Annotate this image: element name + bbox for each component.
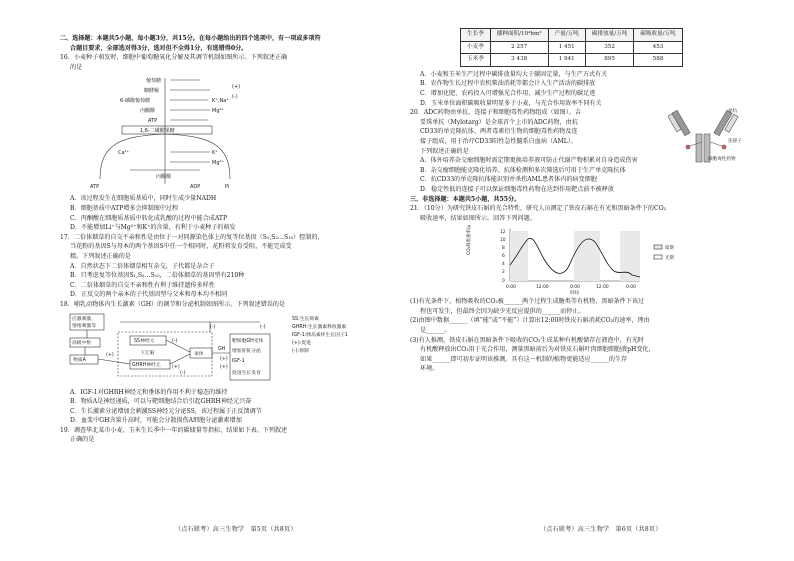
right-page <box>410 28 760 374</box>
q21-chart-svg <box>410 225 760 295</box>
q18-option-b: B．物质A是神经递质，可以与靶细胞结合后引起GHRH神经元兴奋 <box>70 398 252 406</box>
q17-stem-3: 精。下列叙述正确的是 <box>70 252 131 260</box>
q18-label-p3: (+) <box>220 356 228 362</box>
q20-stem-2: 妥珠单抗（Mylotarg）是全球首个上市的ADC药物，由抗 <box>420 118 578 126</box>
q18-legend-ss: SS:生长抑素 <box>292 316 319 322</box>
q21-xtick: 0:00 <box>626 285 636 291</box>
q20-label-drug: 细胞毒性药物 <box>708 157 736 163</box>
q18-label-substance-a: 物质A <box>73 357 86 363</box>
table-cell: 玉米季 <box>461 54 491 67</box>
q18-option-d: D．血浆中GH含量升高时，可能会分散损伤A细胞分泌激素增加 <box>70 417 242 425</box>
q16-label-pyruvate: 丙酮酸 <box>140 108 156 115</box>
q18-label-growth: 促进生长发育 <box>232 370 261 376</box>
q18-gh-regulation-diagram <box>60 312 410 386</box>
dark-period-band <box>574 231 600 281</box>
q18-label-ss-neuron: SS神经元 <box>134 338 155 344</box>
q20-option-a: A．体外培养杂交瘤细胞时需定期更换培养液可防止代谢产物积累对自身造成伤害 <box>420 157 638 165</box>
q18-label-ghrh-neuron: GHRH神经元 <box>132 362 161 368</box>
q20-label-antibody: 单抗 <box>728 109 738 115</box>
table-cell: 895 <box>585 54 633 67</box>
q16-option-b: B．细胞基质中ATP增多会抑制图中过程 <box>70 204 179 212</box>
legend-dark-swatch <box>654 245 662 249</box>
table-row <box>461 41 683 54</box>
q20-stem-5: 下列叙述正确的是 <box>420 147 469 155</box>
q16-label-atp1: ATP <box>148 118 158 125</box>
q21-ytick: 0 <box>502 279 505 285</box>
q16-diagram-svg <box>60 74 410 192</box>
section2-title-cont: 合题目要求，全部选对得3分，选对但不全得1分，有选错得0分。 <box>70 44 248 52</box>
q20-stem-1: 20．ADC药物由单抗、连接子和细胞毒性药物组成（如图）。吉 <box>410 109 581 117</box>
q18-label-pituitary: 垂体 <box>194 351 204 357</box>
table-cell: 1 941 <box>548 54 585 67</box>
q16-label-glucose: 葡萄糖 <box>146 78 162 85</box>
section3-title: 三、非选择题：本题共5小题，共55分。 <box>410 195 521 203</box>
left-page <box>60 34 410 445</box>
dark-period-band <box>510 231 528 281</box>
q17-stem-1: 17．二倍体烟草的自交不亲和性是由位于一对同源染色体上的复等位基因（S₁,S₂…S₁₅）控制的， <box>60 233 324 241</box>
q18-legend-inhibit: (-):抑制 <box>292 348 309 354</box>
q18-label-p4: (+) <box>220 364 228 370</box>
q16-legend-promote: (+) <box>232 84 241 91</box>
q19-stem: 19．调查华北某市小麦、玉米生长季中一年的碳储量等指标，结果如下表。下列叙述 <box>60 426 288 434</box>
q21-ytick: 10 <box>500 238 506 244</box>
left-page-footer: （点石联考）高三生物学 第5页（共8页） <box>175 526 297 533</box>
table-cell: 3 438 <box>490 54 548 67</box>
q18-label-target: 靶细胞GH受体 <box>232 338 264 344</box>
q21-co2-chart <box>410 225 760 295</box>
q21-ytick: 6 <box>502 254 505 260</box>
q16-option-a: A．该过程发生在细胞质基质中，同时生成少量NADH <box>70 195 217 203</box>
q21-xtick: 12:00 <box>536 285 549 291</box>
q16-label-kna: K⁺,Na⁺ <box>212 98 229 105</box>
q18-label-p2: (+) <box>172 364 180 370</box>
q18-stem: 18．哺乳动物体内生长激素（GH）的调节和分泌机制如图所示。下列叙述错误的是 <box>60 300 286 308</box>
q18-label-m2: (-) <box>180 370 186 376</box>
q16-label-adp: ADP <box>190 184 201 191</box>
q21-xlabel: 时间 <box>570 291 579 296</box>
q18-legend-igf: IGF-1:胰岛素样生长因子1 <box>292 332 348 338</box>
q21-xtick: 0:00 <box>570 285 580 291</box>
q16-label-ca: Ca²⁺ <box>118 150 130 157</box>
right-page-footer: （点石联考）高三生物学 第6页（共8页） <box>540 526 662 533</box>
q21-ytick: 4 <box>502 262 505 268</box>
q16-option-c: C．丙酮酸在细胞质基质中转化成乳酸的过程中能合成ATP <box>70 214 228 222</box>
q18-diagram-svg <box>60 312 410 386</box>
q21-question-1a: (1)有光条件下，植物吸收的CO₂被______两个过程生成糖类等有机物，黑暗条件下该过 <box>410 298 645 306</box>
q19-option-a: A．小麦和玉米生产过程中碳排放量均大于碳固定量，与生产方式有关 <box>420 70 608 78</box>
q17-option-a: A．自然状态下二倍体烟草相互杂交，子代都是杂合子 <box>70 262 215 270</box>
table-cell: 小麦季 <box>461 41 491 54</box>
q19-option-d: D．玉米单位面积碳吸收量明显多于小麦，与光合作用效率不同有关 <box>420 99 602 107</box>
q21-ytick: 8 <box>502 246 505 252</box>
q18-legend-promote: (+):促进 <box>292 340 311 346</box>
q16-stem-cont: 的是 <box>70 63 83 71</box>
q18-label-stress: 应激刺激、 <box>72 316 96 322</box>
table-header-cell: 碳排放量/万吨 <box>585 29 633 42</box>
q21-legend-dark: 暗期 <box>665 246 674 252</box>
q18-label-liver: 增加肝脏分泌 <box>232 348 261 354</box>
q17-stem-2: 当花粉的基因S与母本的两个基因S中任一个相同时，花粉将发育受阻，不能完成受 <box>70 243 292 251</box>
q16-label-g6p: 6-磷酸葡萄糖 <box>120 98 150 105</box>
q16-option-d: D．不能增加Li⁺与Mg²⁺和K⁺的含量，有利于小麦种子的萌发 <box>70 224 236 232</box>
q21-legend-light: 光期 <box>665 256 674 262</box>
table-header-cell: 生长季 <box>461 29 491 42</box>
q18-legend-ghrh: GHRH:生长激素释放激素 <box>292 324 347 330</box>
q21-question-3d: 环境。 <box>420 365 439 373</box>
q21-stem-2: 吸收速率，结果如图所示。回答下列问题。 <box>420 214 536 222</box>
q20-option-d: D．稳定性低的连接子可以保证细胞毒性药物在达到作用靶点前不被释放 <box>420 185 614 193</box>
table-header-cell: 碳吸收量/万吨 <box>634 29 682 42</box>
q18-label-p1: (+) <box>106 352 114 358</box>
q17-option-d: D．正反交的两个亲本的子代基因型与父本和母本均不相同 <box>70 291 228 299</box>
q18-option-a: A．IGF-1对GHRH神经元和垂体的作用不利于稳态的维持 <box>70 388 228 396</box>
q16-label-pyruvate2: 丙酮酸 <box>156 174 172 181</box>
drug-payload-left <box>686 145 690 149</box>
q18-label-m3: (-) <box>210 324 216 330</box>
table-row <box>461 54 683 67</box>
q19-stem-cont: 正确的是 <box>70 436 95 444</box>
q21-ylabel: CO₂吸收速率(μmol·m⁻²·s⁻¹) <box>467 225 472 256</box>
q20-option-b: B．杂交瘤细胞能克隆化培养、抗体检测和多次筛选后可用于生产单克隆抗体 <box>420 166 626 174</box>
q17-option-c: C．二倍体烟草的自交不亲和性有利于维持遗传多样性 <box>70 281 215 289</box>
q16-label-mg2: Mg²⁺ <box>212 160 225 167</box>
q18-label-m4: (-) <box>260 324 266 330</box>
table-cell: 453 <box>634 41 682 54</box>
q19-option-b: B．农作物生长过程中农机柴油消耗等都会计入生产活动的碳排放 <box>420 80 596 88</box>
q18-label-cortex: 高级中枢 <box>72 340 92 346</box>
q16-label-glycolysis: 糖酵解 <box>144 88 160 95</box>
q21-ytick: 12 <box>500 230 506 236</box>
table-cell: 588 <box>634 54 682 67</box>
q16-metabolism-diagram <box>60 74 410 192</box>
q21-question-2a: (2)由图中数据______（填“能”或“不能”）计算出12:00时铁皮石斛消耗CO₂的速率，理由 <box>410 317 650 325</box>
q21-xtick: 12:00 <box>596 285 609 291</box>
q21-question-3b: 有机酸释放出CO₂用于光合作用，测量黑暗前后为对铁皮石斛叶肉细胞细胞液pH变化， <box>420 346 655 354</box>
q16-label-mg1: Mg²⁺ <box>212 108 225 115</box>
q18-label-igf: IGF-1 <box>232 358 245 364</box>
q21-question-3a: (3)有人推测，铁皮石斛在黑暗条件下吸收的CO₂生成某种有机酸储存在液泡中，有光时 <box>410 336 645 344</box>
q16-stem: 16．小麦种子萌发时，细胞中葡萄糖氧化分解及其调节机制如图所示。下列叙述正确 <box>60 54 288 62</box>
legend-light-swatch <box>654 255 662 259</box>
q20-stem-3: CD33的单克隆抗体、两者毒素衍生物的细胞毒性药物及连 <box>420 128 578 136</box>
q16-label-k: K⁺ <box>212 150 218 157</box>
q18-option-c: C．生长激素分泌增加会刺激SS神经元分泌SS，该过程属于正反馈调节 <box>70 407 262 415</box>
q21-xtick: 0:00 <box>506 285 516 291</box>
q18-label-hypothalamus: 下丘脑 <box>140 350 155 356</box>
q20-label-linker: 连接子 <box>728 139 742 145</box>
table-cell: 352 <box>585 41 633 54</box>
q19-option-c: C．增加化肥、农药投入可增强光合作用，减少生产过程的碳足迹 <box>420 89 596 97</box>
table-header-cell: 产量/万吨 <box>548 29 585 42</box>
q17-option-b: B．只考虑复等位基因S₁,S₂…S₁₅，二倍体烟草的基因型有210种 <box>70 272 245 280</box>
q21-question-2b: 是______。 <box>420 327 451 335</box>
q18-label-m1: (-) <box>172 338 178 344</box>
drug-payload-right <box>722 145 726 149</box>
table-cell: 2 257 <box>490 41 548 54</box>
q20-adc-diagram <box>668 104 760 166</box>
q21-question-3c: 如果______即可初步证明该推测。具有这一机制的植物更能适应______的生存 <box>420 355 628 363</box>
table-cell: 1 451 <box>548 41 585 54</box>
q20-option-c: C．抗CD33的单克隆抗体能识别并杀伤AML患者体内的病变细胞 <box>420 176 597 184</box>
q16-label-pi: Pi <box>225 184 230 191</box>
q16-label-atp2: ATP <box>90 184 100 191</box>
q21-question-1b: 程也可发生，但最终会因为缺少光反应提供的______而停止。 <box>420 307 585 315</box>
q21-ytick: 2 <box>502 270 505 276</box>
table-header-cell: 播种面积/10⁴hm² <box>490 29 548 42</box>
q16-label-fbp: 1,6-二磷酸果糖 <box>140 128 175 135</box>
q20-stem-4: 接子组成，用于治疗CD33阳性急性髓系白血病（AML）。 <box>420 137 577 145</box>
q18-label-gh: GH <box>218 346 226 352</box>
q19-data-table <box>460 28 683 67</box>
q18-label-emotion: 情绪刺激等 <box>72 323 96 329</box>
antibody-heavy-chain-left <box>696 134 702 162</box>
section2-title: 二、选择题：本题共5小题，每小题3分，共15分。在每小题给出的四个选项中，有一项或多项符 <box>60 35 321 42</box>
q16-legend-inhibit: (-) <box>232 94 238 101</box>
table-header-row <box>461 29 683 42</box>
q21-stem-1: 21．（10分）为研究铁皮石斛的光合特性，研究人员测定了铁皮石斛在有光和黑暗条件下的CO₂ <box>410 205 667 213</box>
